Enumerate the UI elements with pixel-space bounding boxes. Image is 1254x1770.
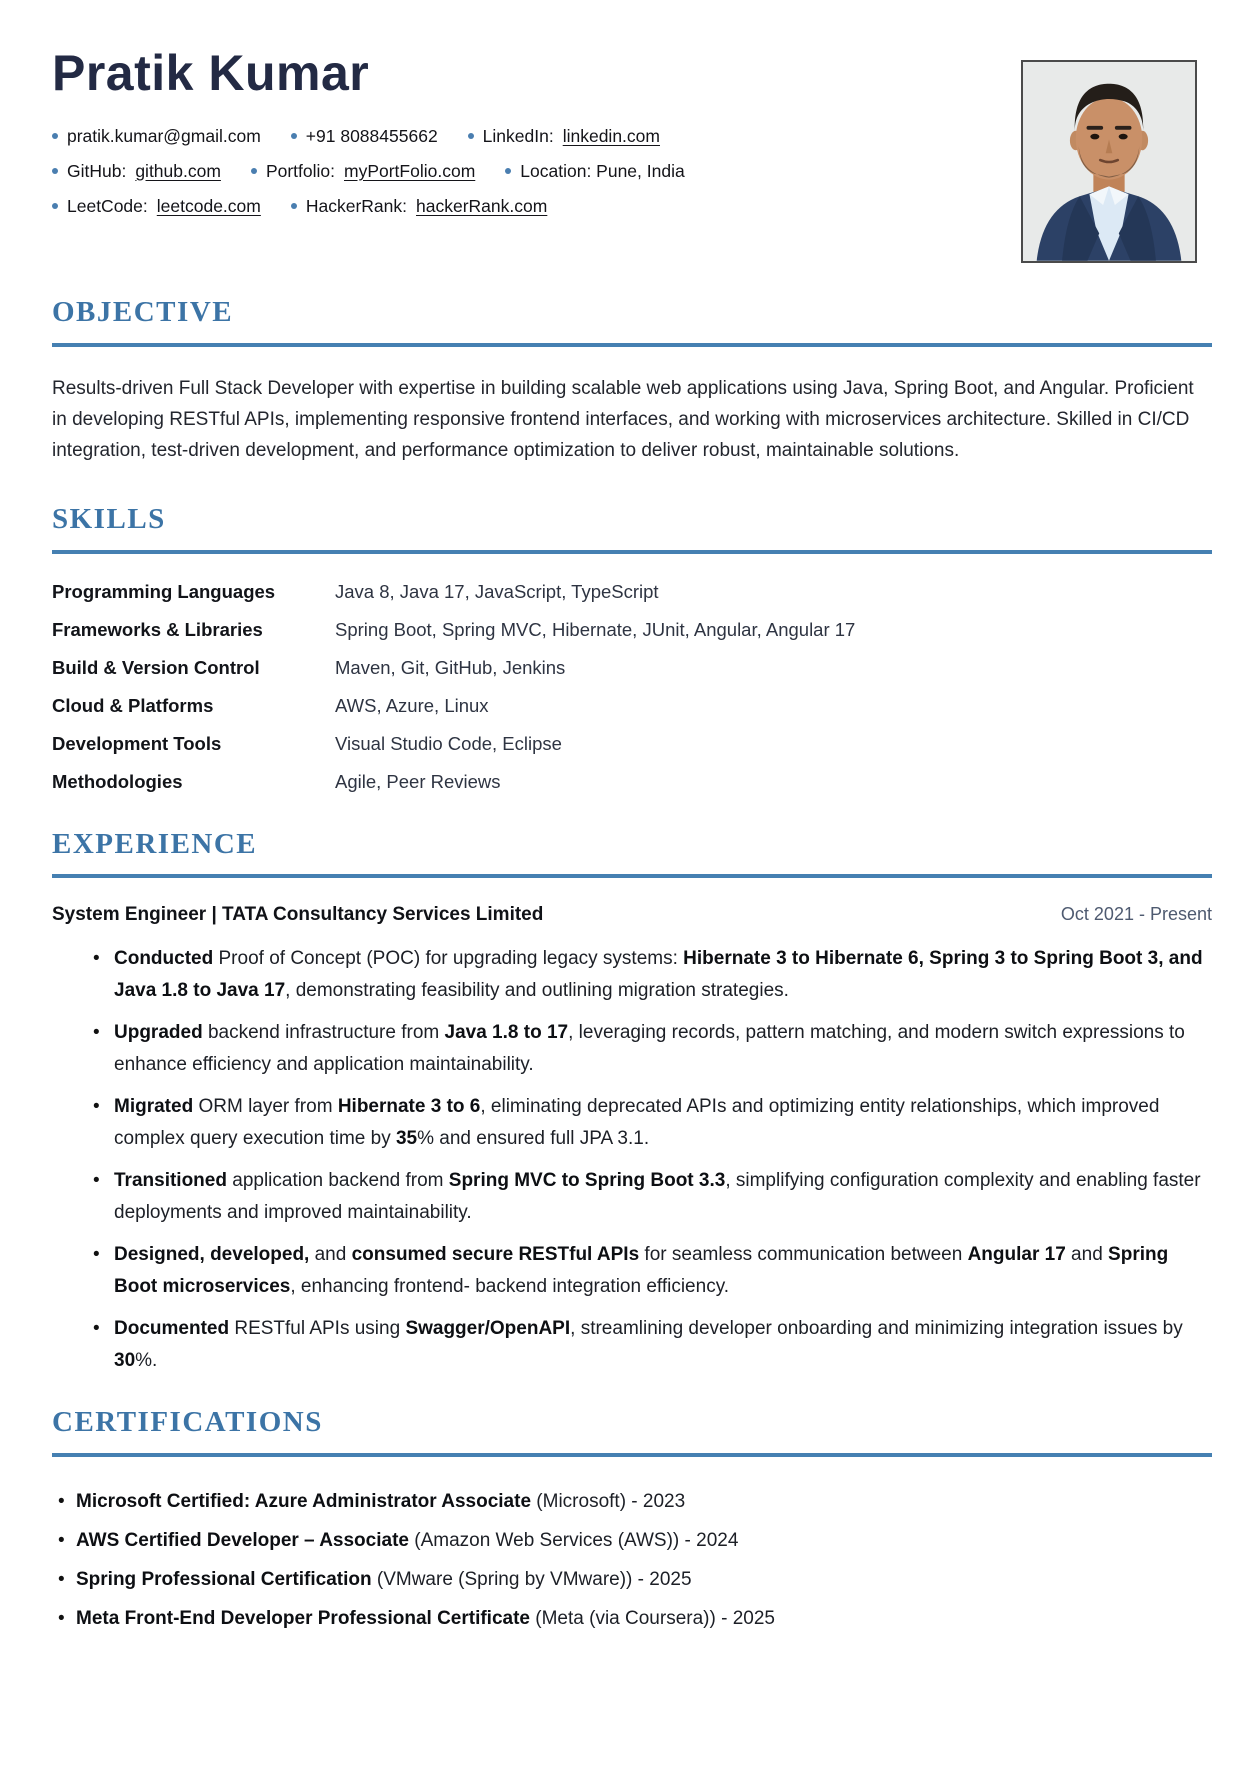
section-divider [52,343,1212,347]
bold-text: consumed secure RESTful APIs [351,1244,640,1266]
skill-value: Maven, Git, GitHub, Jenkins [335,656,566,678]
text-segment: (VMware (Spring by VMware)) - 2025 [371,1569,692,1591]
skill-label: Programming Languages [52,580,276,602]
bold-text: 30 [114,1350,136,1372]
bullet-dot-icon [505,168,511,174]
section-title-objective: OBJECTIVE [52,296,234,328]
bold-text: Hibernate 3 to 6 [337,1096,481,1118]
text-segment: (Amazon Web Services (AWS)) - 2024 [408,1530,739,1552]
bullet-dot-icon [251,168,257,174]
contact-link[interactable]: myPortFolio.com [344,161,476,181]
section-title-skills: SKILLS [52,502,166,535]
text-segment: pratik.kumar@gmail.com [67,126,261,146]
certification-item [76,1608,1212,1630]
bold-text: Java 1.8 to 17 [444,1022,569,1044]
text-segment: Location: Pune, India [520,161,685,181]
bold-text: Hibernate 3 to Hibernate 6, Spring 3 to Spring Boot 3, and Java 1.8 to Java 17 [114,948,1203,1002]
job-title: System Engineer | TATA Consultancy Services Limited [52,904,544,926]
section-divider [52,550,1212,554]
text-segment: +91 8088455662 [305,126,438,146]
text-segment: LinkedIn: [482,126,554,146]
text-segment: LeetCode: [67,196,148,216]
bold-text: Conducted [114,948,214,970]
profile-photo-illustration [1023,62,1195,261]
contact-item [251,160,475,182]
section-certifications [52,1405,1212,1630]
section-skills [52,502,1212,793]
contact-link[interactable]: github.com [135,161,221,181]
contact-item [52,160,221,182]
skill-label: Cloud & Platforms [52,694,214,716]
text-segment: %. [135,1350,158,1372]
contact-item [52,125,261,147]
section-experience [52,827,1212,1378]
name-heading: Pratik Kumar [52,45,370,101]
bold-text: Upgraded [114,1022,203,1044]
text-segment: ORM layer from [193,1096,338,1118]
skill-value: AWS, Azure, Linux [335,694,489,716]
skills-table [52,581,1212,793]
section-divider [52,1453,1212,1457]
skill-label: Frameworks & Libraries [52,618,263,640]
section-title-experience: EXPERIENCE [52,827,258,860]
text-segment: , enhancing frontend- backend integration efficiency. [290,1276,730,1298]
bold-text: Migrated [114,1096,194,1118]
bullet-dot-icon [291,133,297,139]
skill-label: Development Tools [52,732,222,754]
job-date: Oct 2021 - Present [1060,904,1212,925]
experience-bullet [114,1165,1212,1229]
contact-link[interactable]: linkedin.com [562,126,660,146]
skill-row [52,657,1212,679]
bold-text: Swagger/OpenAPI [405,1318,571,1340]
skill-label: Build & Version Control [52,656,260,678]
text-segment: RESTful APIs using [229,1318,406,1340]
skill-value: Java 8, Java 17, JavaScript, TypeScript [335,580,659,602]
objective-text: Results-driven Full Stack Developer with expertise in building scalable web applications using Java, Spring Boot, and Angular. Proficient in developing RESTful APIs, implementing responsive frontend interfaces, and working with microservices architecture. Skilled in CI/CD integration, test-driven development, and performance optimization to deliver robust, maintainable solutions. [52,377,1194,461]
text-segment: , eliminating deprecated APIs and optimizing entity relationships, which improved complex query execution time by [114,1096,1160,1150]
text-segment: , demonstrating feasibility and outlining migration strategies. [285,980,789,1002]
bullet-dot-icon [52,133,58,139]
contact-item [291,125,438,147]
contact-link[interactable]: leetcode.com [156,196,261,216]
experience-bullet [114,1091,1212,1155]
skill-row [52,733,1212,755]
profile-photo [1021,60,1197,263]
text-segment: , streamlining developer onboarding and minimizing integration issues by [570,1318,1183,1340]
skill-row [52,581,1212,603]
experience-bullet [114,1313,1212,1377]
text-segment: % and ensured full JPA 3.1. [417,1128,650,1150]
skill-label: Methodologies [52,770,183,792]
text-segment: and [309,1244,352,1266]
text-segment: for seamless communication between [639,1244,968,1266]
bold-text: Angular 17 [967,1244,1066,1266]
contact-item [505,160,684,182]
bold-text: Meta Front-End Developer Professional Certificate [76,1608,530,1630]
text-segment: , leveraging records, pattern matching, and modern switch expressions to enhance efficiency and application maintainability. [114,1022,1185,1076]
bold-text: Spring MVC to Spring Boot 3.3 [448,1170,726,1192]
section-title-certifications: CERTIFICATIONS [52,1406,323,1439]
bold-text: Designed, developed, [114,1244,310,1266]
text-segment: Portfolio: [265,161,335,181]
bullet-dot-icon [291,203,297,209]
text-segment: backend infrastructure from [202,1022,445,1044]
contact-link[interactable]: hackerRank.com [416,196,548,216]
bold-text: Microsoft Certified: Azure Administrator Associate [76,1491,532,1513]
contact-item [468,125,660,147]
contact-item [291,195,547,217]
certification-item [76,1530,1212,1552]
text-segment: Proof of Concept (POC) for upgrading legacy systems: [213,948,684,970]
bullet-dot-icon [468,133,474,139]
skill-row [52,695,1212,717]
header [52,46,1212,217]
skill-value: Spring Boot, Spring MVC, Hibernate, JUnit, Angular, Angular 17 [335,618,856,640]
text-segment: , simplifying configuration complexity and enabling faster deployments and improved maintainability. [114,1170,1201,1224]
text-segment: GitHub: [67,161,127,181]
skill-row [52,619,1212,641]
bold-text: Transitioned [114,1170,227,1192]
bullet-dot-icon [52,203,58,209]
certification-list [52,1491,1212,1630]
section-objective [52,295,1212,466]
bold-text: 35 [395,1128,418,1150]
experience-bullet [114,943,1212,1007]
bold-text: AWS Certified Developer – Associate [76,1530,409,1552]
job-header [52,904,1212,926]
text-segment: (Microsoft) - 2023 [531,1491,686,1513]
section-divider [52,874,1212,878]
text-segment: HackerRank: [305,196,408,216]
experience-bullet-list [52,943,1212,1377]
certification-item [76,1569,1212,1591]
experience-bullet [114,1239,1212,1303]
experience-bullet [114,1017,1212,1081]
text-segment: (Meta (via Coursera)) - 2025 [530,1608,775,1630]
text-segment: and [1065,1244,1109,1266]
text-segment: application backend from [226,1170,449,1192]
certification-item [76,1491,1212,1513]
skill-row [52,771,1212,793]
contact-item [52,195,261,217]
skill-value: Visual Studio Code, Eclipse [335,732,562,754]
bullet-dot-icon [52,168,58,174]
bold-text: Spring Professional Certification [76,1569,372,1591]
bold-text: Documented [114,1318,230,1340]
bold-text: Spring Boot microservices [114,1244,1169,1298]
skill-value: Agile, Peer Reviews [335,770,501,792]
